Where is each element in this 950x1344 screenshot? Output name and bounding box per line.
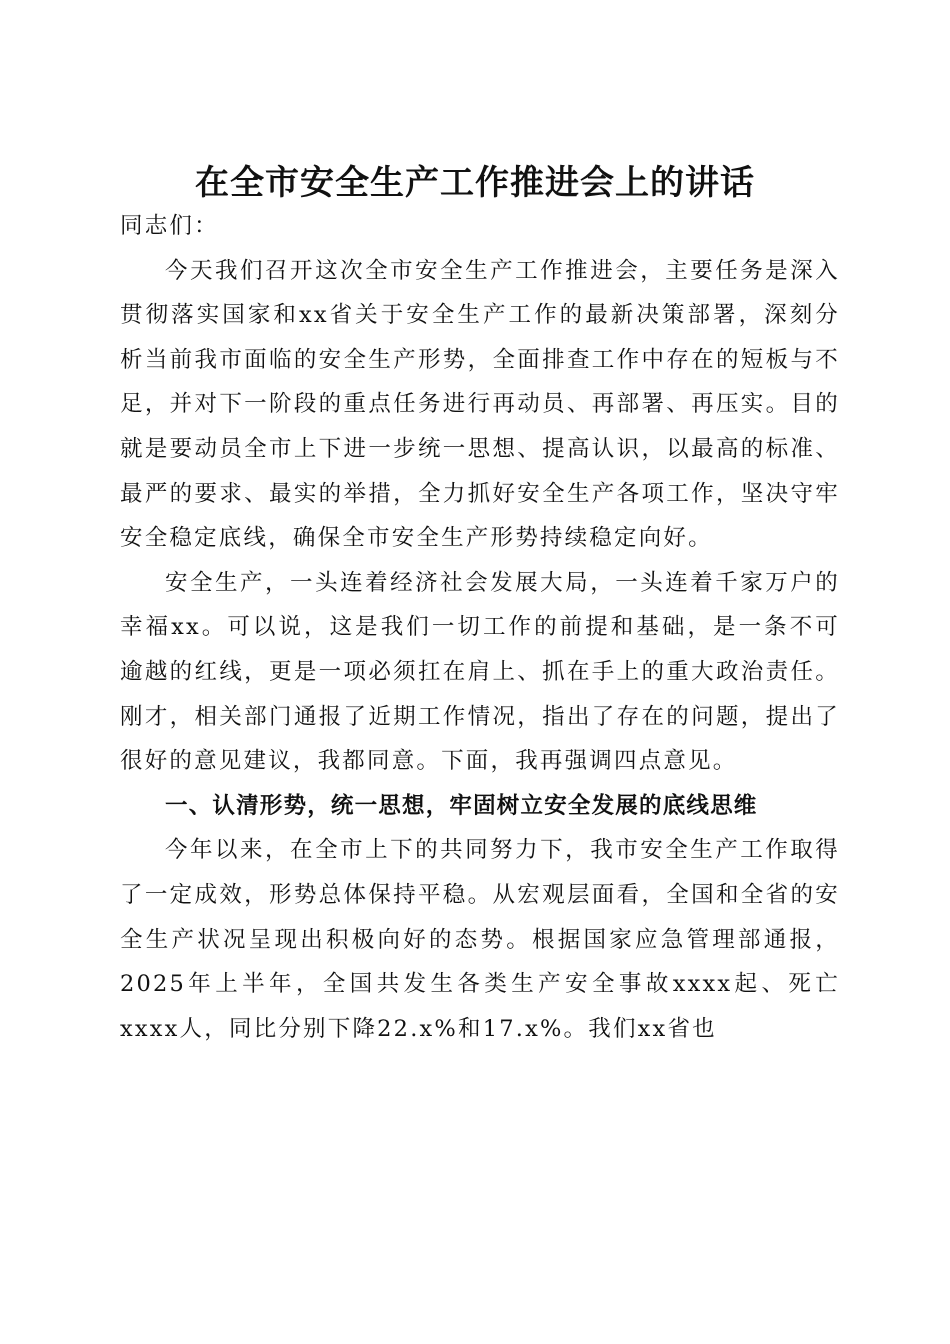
paragraph-section-one: 今年以来，在全市上下的共同努力下，我市安全生产工作取得了一定成效，形势总体保持平稳。从宏观层面看，全国和全省的安全生产状况呈现出积极向好的态势。根据国家应急管理部通报，2025年上半年，全国共发生各类生产安全事故xxxx起、死亡xxxx人，同比分别下降22.x%和17.x%。我们xx省也 xyxy=(120,837,840,1042)
section-heading-one: 一、认清形势，统一思想，牢固树立安全发展的底线思维 xyxy=(165,792,758,819)
salutation: 同志们： xyxy=(120,213,219,239)
document-title: 在全市安全生产工作推进会上的讲话 xyxy=(195,162,755,203)
document-body xyxy=(120,204,840,1051)
paragraph-opening: 今天我们召开这次全市安全生产工作推进会，主要任务是深入贯彻落实国家和xx省关于安全生产工作的最新决策部署，深刻分析当前我市面临的安全生产形势，全面排查工作中存在的短板与不足，并对下一阶段的重点任务进行再动员、再部署、再压实。目的就是要动员全市上下进一步统一思想、提高认识，以最高的标准、最严的要求、最实的举措，全力抓好安全生产各项工作，坚决守牢安全稳定底线，确保全市安全生产形势持续稳定向好。 xyxy=(120,257,840,552)
paragraph-importance: 安全生产，一头连着经济社会发展大局，一头连着千家万户的幸福xx。可以说，这是我们一切工作的前提和基础，是一条不可逾越的红线，更是一项必须扛在肩上、抓在手上的重大政治责任。刚才，相关部门通报了近期工作情况，指出了存在的问题，提出了很好的意见建议，我都同意。下面，我再强调四点意见。 xyxy=(120,569,840,775)
